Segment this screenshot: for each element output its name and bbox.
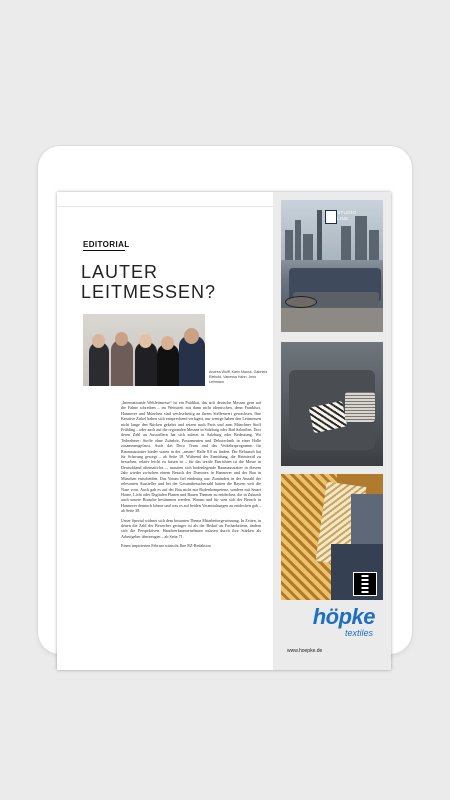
person-4 [157, 344, 179, 386]
brand-subtitle: textiles [344, 628, 373, 638]
person-2-head [115, 332, 128, 346]
skyline-building [369, 230, 379, 260]
ad-image-armchair [281, 342, 383, 466]
ad-url-link[interactable]: www.hoepke.de [287, 648, 323, 654]
qr-code-icon[interactable] [353, 572, 377, 596]
skyline-building [285, 230, 293, 260]
body-paragraph-2: Unser Spezial widmet sich dem brisanten Thema Mitarbeitergewinnung. In Zeiten, in denen die Zahl der Bewerber geringer ist als der Bedarf an Facharbeitern, ändern sich die Perspektiven. Handwerksunternehmen müssen durch ihre Stärken als Arbeitgeber überzeugen – ab Seite 71. [121, 517, 261, 539]
person-1 [89, 342, 109, 386]
ad-image-fabric-swatches [281, 474, 383, 600]
team-photo [83, 314, 205, 386]
person-3 [135, 342, 157, 386]
skyline-building [303, 234, 313, 260]
skyline-tower [317, 210, 322, 260]
top-divider [57, 206, 273, 207]
headline-line-1: LAUTER [81, 262, 159, 282]
skyline-building [341, 226, 351, 260]
studio-line-text-1: STUDIO [337, 210, 357, 215]
person-5-head [184, 328, 199, 344]
section-kicker: EDITORIAL [83, 240, 130, 249]
body-paragraph-1: „Internationale Weltleitmesse“ ist ein Prädikat, das sich deutsche Messen gern auf die Fahne schreiben – im Wettstreit mit dann nicht identischen, denn Frankfurt, Hannover und München sind wechselseitig an ihrem Stellenwert gewachsen. Ihre Kreative Zirkel haben sich entsprechend verlagert, nur wenige haben den Leitmessen nicht lange den Rücken gekehrt und setzen nach Paris und zum Münchner Stoff Frühling – oder auch auf die regionalen Messen in Salzburg oder Bad Salzuflen. Dort deren Zahl an Ausstellern hat sich zuletzt in Salzburg oder Bedeutung. Wo Teilnehmer: Stoffe ohne Zubehör, Passamenten und Dekotechnik in einer Halle zusammengefasst. Auch das Deco Team und das Verkehrsprogramm für Raumausstatter bieder waren in der „neuen“ Halle 8.0 zu finden. Der Relaunch hat für Schwung gesorgt – ab Seite 18. Während der Ermüdung, die Heimtextil zu besuchen, relativ leicht zu fassen ist – für das textile Einrichten ist die Messe in Deutschland alternativlos –, mussten sich bodenlegende Raumausstatter in diesem Jahr wieder zwischen einem Besuch der Domotex in Hannover und der Bau in München entscheiden. Das Votum fiel eindeutig aus: Zumindest in der Anzahl der relevanten Aussteller und bei der Gesamtbesucherzahl hatten die Bayern weit die Nase vorn. Auch gab es auf der Bau nicht nur Bodenkompetenz, sondern mit Smart Home, Licht oder Digitalen Planen und Bauen Themen zu entdecken, die in Zukunft auch unsere Branche bestimmen werden. Warum und für wen sich der Besuch in Hannover dennoch lohnte und was es auf beiden Veranstaltungen zu entdecken gab – ab Seite 38. [121, 400, 261, 514]
side-table [285, 296, 317, 308]
skyline-building [295, 220, 301, 260]
floor [281, 308, 383, 332]
person-3-head [139, 334, 152, 348]
skyline-building [355, 216, 367, 260]
person-4-head [161, 336, 174, 350]
brand-logo[interactable] [281, 606, 383, 638]
brand-name: höpke [312, 604, 375, 629]
person-1-head [92, 334, 105, 348]
ad-image-living-room [281, 200, 383, 332]
magazine-page[interactable] [57, 192, 391, 670]
studio-line-label [337, 210, 356, 222]
editorial-column [57, 192, 273, 670]
editorial-body [121, 400, 261, 553]
striped-pillow [345, 392, 375, 422]
headline [81, 262, 216, 302]
kicker-underline [83, 250, 125, 251]
person-2 [111, 340, 133, 386]
studio-line-text-2: LINE [337, 216, 349, 221]
body-sign-off: Einen inspirierten Februar wünscht Ihre RZ-Redaktion [121, 543, 211, 549]
photo-caption: Andrea Wolff, Karin Mauss, Gabriela Riebold, Vanessa Hahn, Jens Lehmann [209, 370, 268, 384]
advertisement-column[interactable] [273, 192, 391, 670]
headline-line-2: LEITMESSEN? [81, 282, 217, 302]
studio-line-logo-icon [325, 210, 337, 224]
